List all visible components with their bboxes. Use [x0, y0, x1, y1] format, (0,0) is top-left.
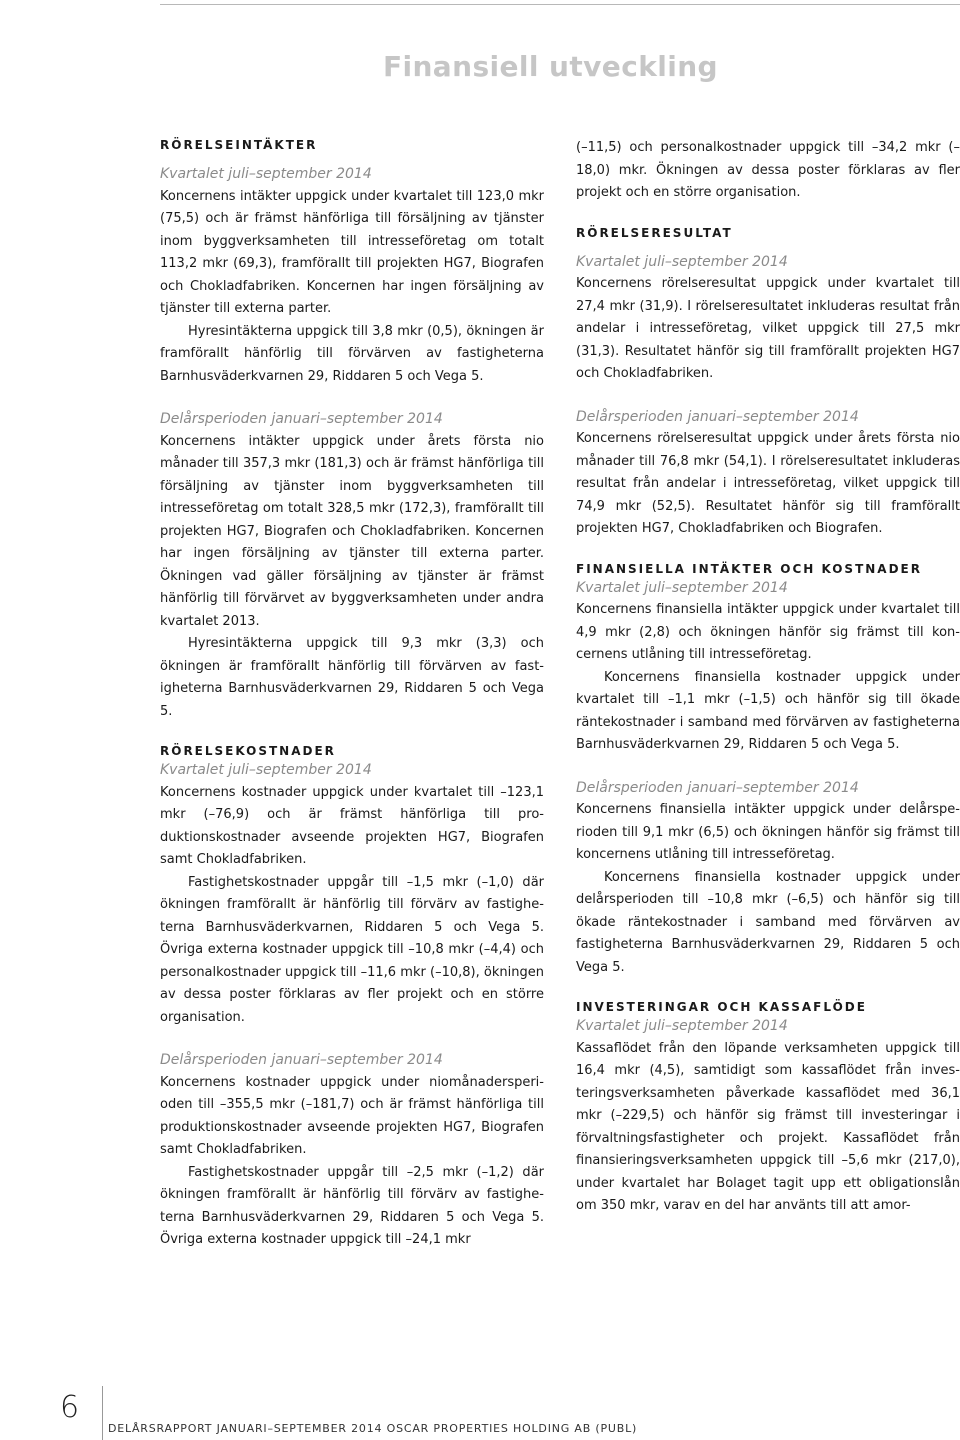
paragraph: Koncernens intäkter uppgick under årets första nio månader till 357,3 mkr (181,3) och är främst hänförliga till försäljning av tjänster inom byggverksamheten till intresseföretag om totalt 328,5 mkr (172,3), framförallt till projekten HG7, Biografen och Chokladfabriken. Koncernen har ingen försäljning av tjänster till externa parter. Ökningen vad gäller försäljning av tjänster är främst hänförlig till förvärvet av byggverksamheten under andra kvartalet 2013. — [160, 433, 544, 629]
top-rule — [160, 4, 960, 5]
paragraph: Koncernens finansiella kostnader uppgick under delårsperioden till –10,8 mkr (–6,5) och hänför sig till ökade räntekostnader i samband med förvärven av fastigheterna Barnhusväderkvarnen 29, Riddaren 5 och Vega 5. — [576, 869, 960, 975]
period-subheading: Delårsperioden januari–september 2014 — [160, 1052, 443, 1068]
section-heading-rorelseintakter: RÖRELSEINTÄKTER — [160, 138, 318, 152]
paragraph: Fastighetskostnader uppgår till –2,5 mkr (–1,2) där ökningen framförallt är hänförlig till förvärv av fastigheterna Barnhusväderkvarnen 29, Riddaren 5 och Vega 5. Övriga externa kostnader uppgick till –24,1 mkr — [160, 1164, 544, 1247]
paragraph: Hyresintäkterna uppgick till 9,3 mkr (3,3) och ökningen är framförallt hänförlig till förvärven av fastigheterna Barnhusväderkvarnen 29, Riddaren 5 och Vega 5. — [160, 636, 544, 719]
page-title: Finansiell utveckling — [382, 50, 718, 83]
paragraph: Koncernens kostnader uppgick under kvartalet till –123,1 mkr (–76,9) och är främst hänförliga till produktionskostnader avseende projekten HG7, Biografen samt Chokladfabriken. — [160, 784, 544, 867]
paragraph: Koncernens kostnader uppgick under niomånadersperioden till –355,5 mkr (–181,7) och är främst hänförliga till produktionskostnader avseende projekten HG7, Biografen samt Chokladfabriken. — [160, 1074, 544, 1157]
period-subheading: Kvartalet juli–september 2014 — [576, 253, 788, 270]
paragraph: Koncernens finansiella kostnader uppgick under kvartalet till –1,1 mkr (–1,5) och hänför sig till ökade räntekostnader i samband med förvärven av fastigheterna Barnhusväderkvarnen 29, Riddaren 5 och Vega 5. — [576, 669, 960, 752]
section-heading-rorelseresultat: RÖRELSERESULTAT — [576, 225, 733, 240]
period-subheading: Delårsperioden januari–september 2014 — [576, 779, 859, 796]
left-column — [160, 137, 544, 1252]
paragraph: Hyresintäkterna uppgick till 3,8 mkr (0,5), ökningen är framförallt hänförlig till förvärven av fastigheterna Barnhusväderkvarnen 29, Riddaren 5 och Vega 5. — [160, 323, 544, 384]
period-subheading: Delårsperioden januari–september 2014 — [160, 411, 443, 427]
period-subheading: Kvartalet juli–september 2014 — [576, 1018, 788, 1034]
section-heading-finansiella: FINANSIELLA INTÄKTER OCH KOSTNADER — [576, 561, 922, 576]
paragraph: Koncernens rörelseresultat uppgick under kvartalet till 27,4 mkr (31,9). I rörelseresultatet inkluderas resultat från andelar i intresseföretag, vilket uppgick till 27,5 mkr (31,3). Resultatet hänför sig till framförallt projekten HG7 och Chokladfabriken. — [576, 276, 960, 381]
paragraph: Koncernens finansiella intäkter uppgick under kvartalet till 4,9 mkr (2,8) och ökningen hänför sig främst till koncernens utlåning till intresseföretag. — [576, 602, 960, 662]
footer-rule — [102, 1386, 103, 1440]
period-subheading: Kvartalet juli–september 2014 — [576, 579, 788, 596]
right-column — [576, 137, 960, 1218]
section-heading-investeringar: INVESTERINGAR OCH KASSAFLÖDE — [576, 1000, 867, 1014]
paragraph: Koncernens rörelseresultat uppgick under årets första nio månader till 76,8 mkr (54,1). I rörelseresultatet inkluderas resultat från andelar i intresseföretag, vilket uppgick till 74,9 mkr (52,5). Resultatet hänför sig till framförallt projekten HG7, Chokladfabriken och Biografen. — [576, 431, 960, 536]
paragraph: Koncernens finansiella intäkter uppgick under delårsperioden till 9,1 mkr (6,5) och ökningen hänför sig främst till koncernens utlåning till intresseföretag. — [576, 802, 960, 862]
paragraph: Kassaflödet från den löpande verksamheten uppgick till 16,4 mkr (4,5), samtidigt som kassaflödet från investeringsverksamheten påverkade kassaflödet med 36,1 mkr (–229,5) och hänför sig främst till investeringar i förvaltningsfastigheter och projekt. Kassaflödet från finansieringsverksamheten uppgick till –5,6 mkr (217,0), under kvartalet har Bolaget tagit upp ett obligationslån om 350 mkr, varav en del har använts till att amor- — [576, 1040, 960, 1213]
footer-text: DELÅRSRAPPORT JANUARI–SEPTEMBER 2014 OSCAR PROPERTIES HOLDING AB (PUBL) — [108, 1422, 638, 1435]
paragraph: Fastighetskostnader uppgår till –1,5 mkr (–1,0) där ökningen framförallt är hänförlig till förvärv av fastigheterna Barnhusväderkvarnen, Riddaren 5 och Vega 5. Övriga externa kostnader uppgick till –10,8 mkr (–4,4) och personalkostnader uppgick till –11,6 mkr (–10,8), ökningen av dessa poster förklaras av fler projekt och en större organisation. — [160, 874, 544, 1025]
paragraph-continuation: (–11,5) och personalkostnader uppgick till –34,2 mkr (–18,0) mkr. Ökningen av dessa poster förklaras av fler projekt och en större organisation. — [576, 140, 960, 200]
page-number: 6 — [60, 1390, 80, 1425]
section-heading-rorelsekostnader: RÖRELSEKOSTNADER — [160, 744, 336, 758]
period-subheading: Kvartalet juli–september 2014 — [160, 762, 372, 778]
period-subheading: Kvartalet juli–september 2014 — [160, 166, 372, 182]
period-subheading: Delårsperioden januari–september 2014 — [576, 408, 859, 425]
paragraph: Koncernens intäkter uppgick under kvartalet till 123,0 mkr (75,5) och är främst hänförliga till försäljning av tjänster inom byggverksamheten till intresseföretag om totalt 113,2 mkr (69,3), framförallt till projekten HG7, Biografen och Chokladfabriken. Koncernen har ingen försäljning av tjänster till externa parter. — [160, 188, 544, 316]
